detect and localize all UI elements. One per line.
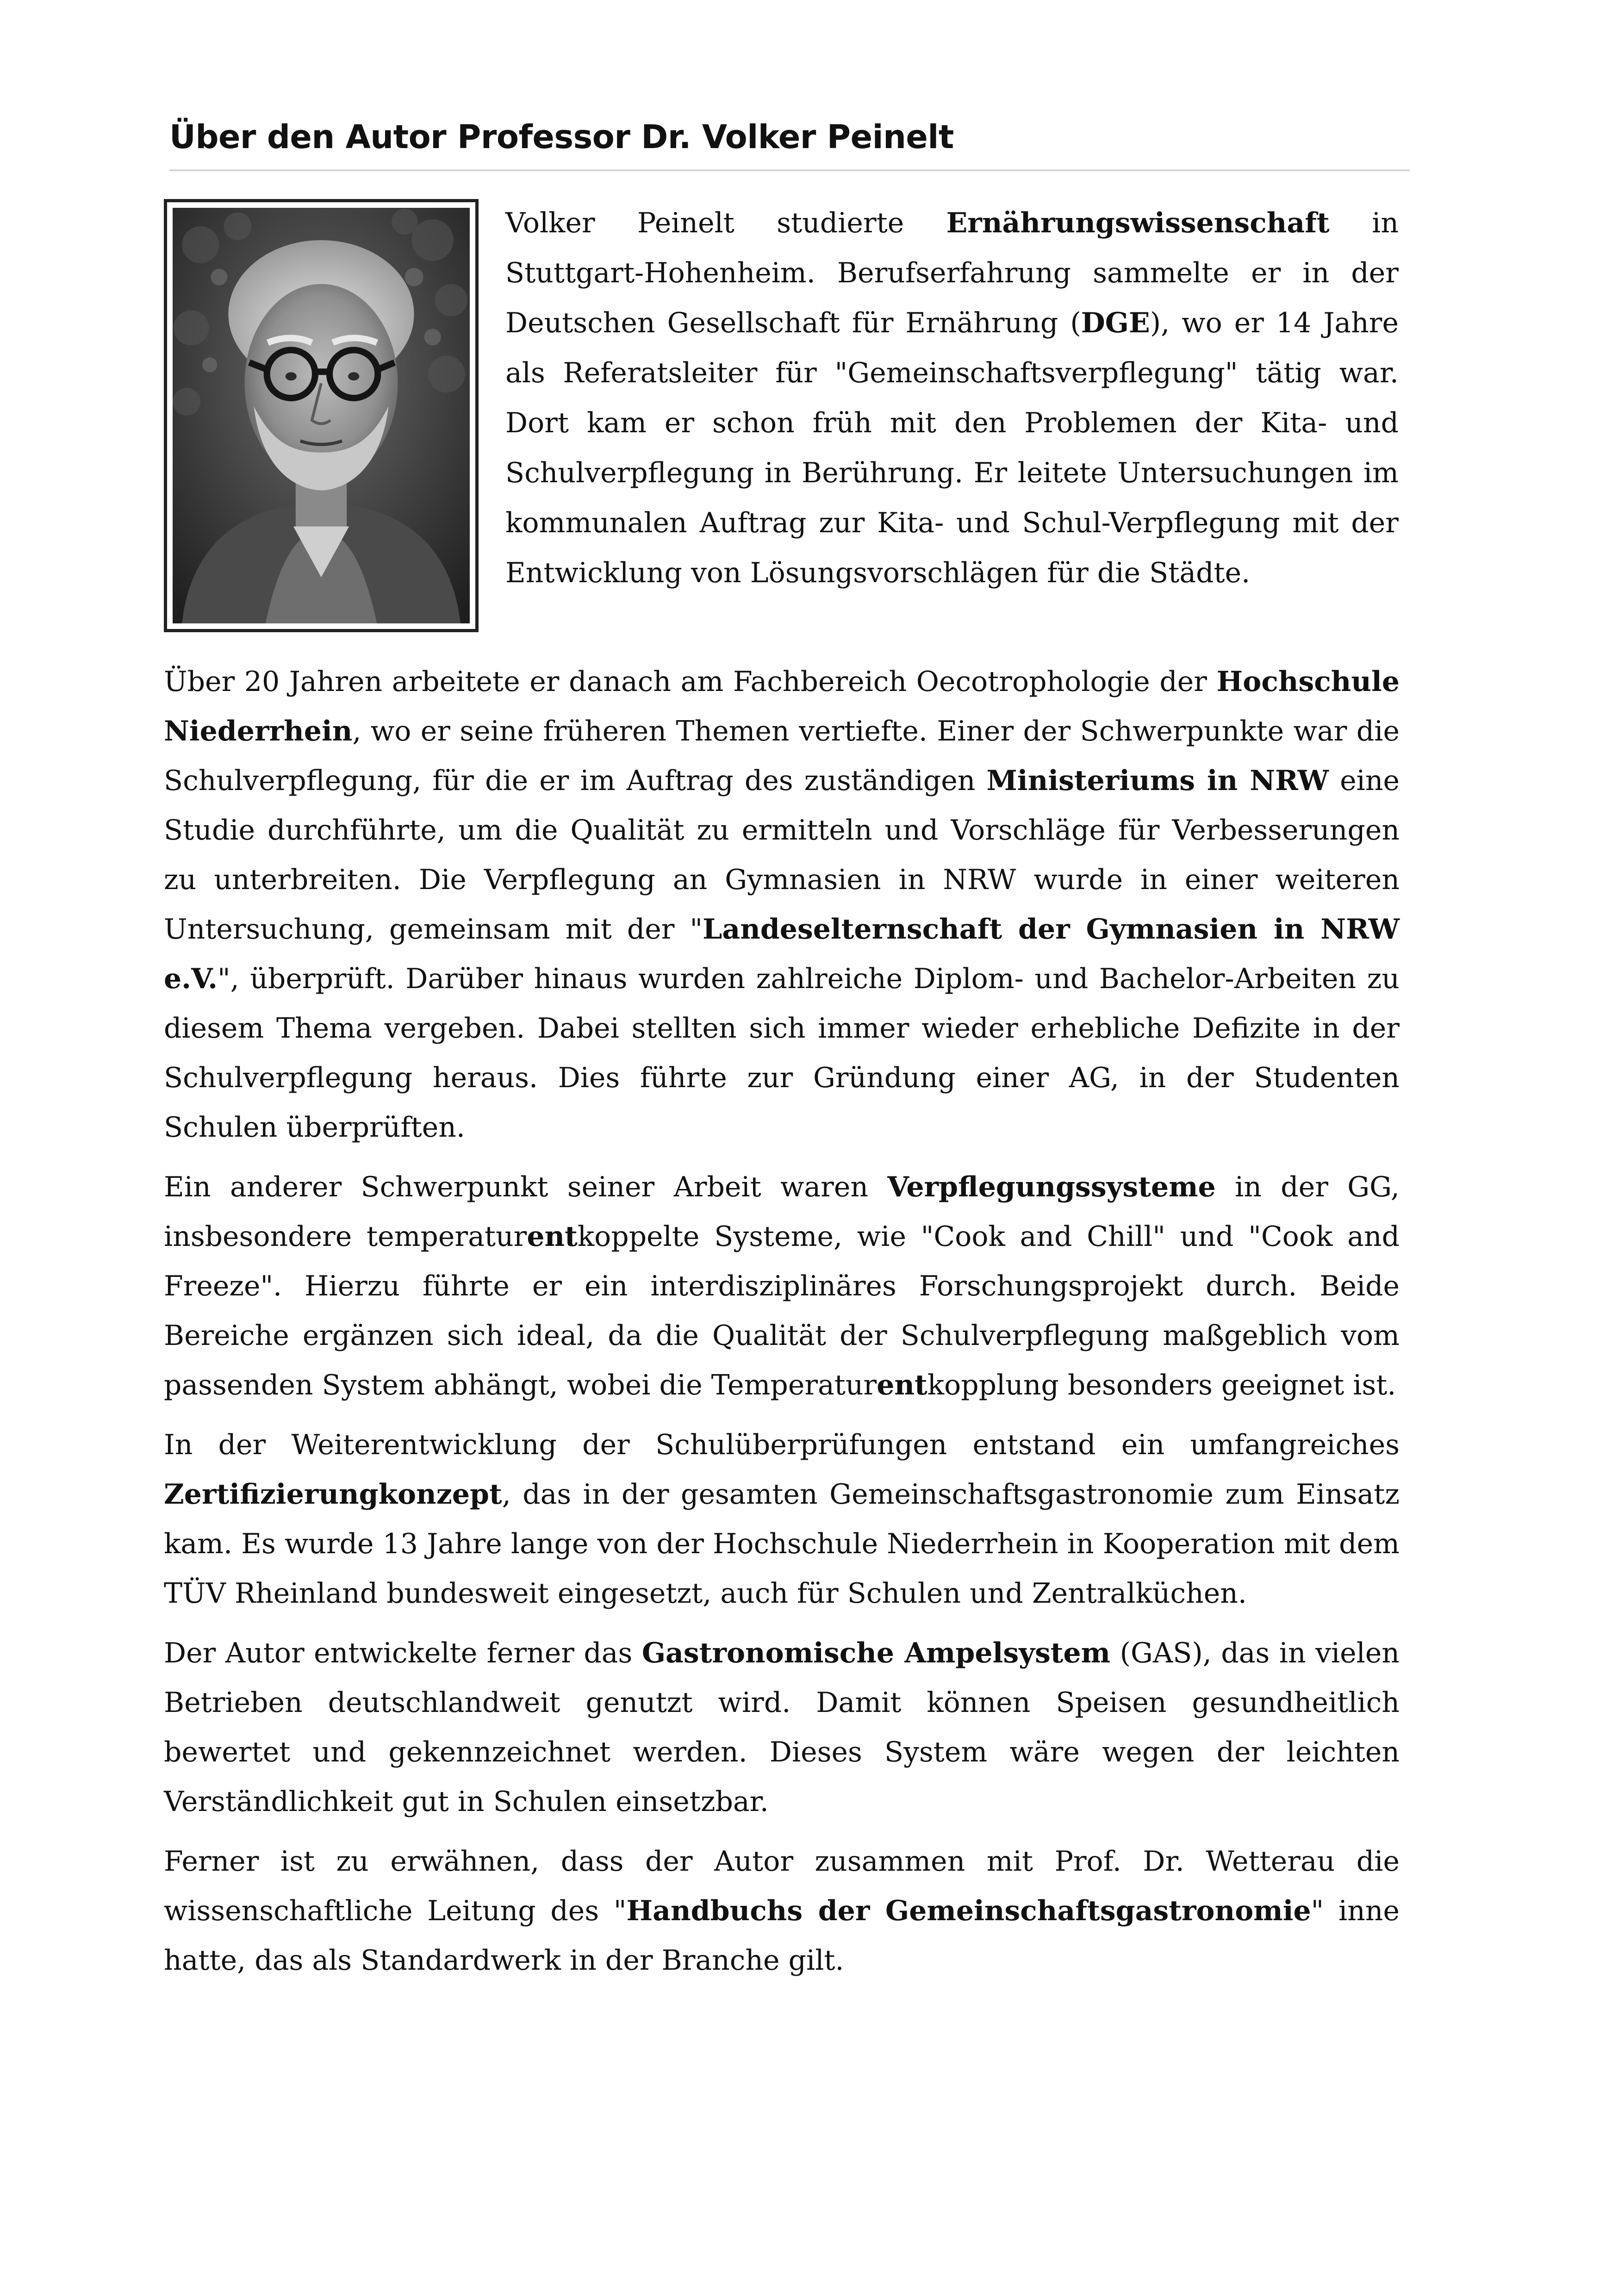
paragraph-ampelsystem: Der Autor entwickelte ferner das Gastronomische Ampelsystem (GAS), das in vielen Betrieben deutschlandweit genutzt wird. Damit können Speisen gesundheitlich bewertet und gekennzeichnet werden. Dieses System wäre wegen der leichten Verständlichkeit gut in Schulen einsetzbar. <box>164 1637 1400 1818</box>
author-portrait-photo-icon <box>173 208 470 623</box>
page-title: Über den Autor Professor Dr. Volker Peinelt <box>169 115 1410 171</box>
intro-paragraph <box>505 198 1399 608</box>
paragraph-verpflegungssysteme: Ein anderer Schwerpunkt seiner Arbeit waren Verpflegungssysteme in der GG, insbesondere temperaturentkoppelte Systeme, wie "Cook and Chill" und "Cook and Freeze". Hierzu führte er ein interdisziplinäres Forschungsprojekt durch. Beide Bereiche ergänzen sich ideal, da die Qualität der Schulverpflegung maßgeblich vom passenden System abhängt, wobei die Temperaturentkopplung besonders geeignet ist. <box>164 1171 1400 1401</box>
paragraph-handbuch: Ferner ist zu erwähnen, dass der Autor zusammen mit Prof. Dr. Wetterau die wissenschaftliche Leitung des "Handbuchs der Gemeinschaftsgastronomie" inne hatte, das als Standardwerk in der Branche gilt. <box>164 1845 1400 1977</box>
author-portrait <box>164 199 479 632</box>
paragraph-career-niederrhein: Über 20 Jahren arbeitete er danach am Fachbereich Oecotrophologie der Hochschule Niederrhein, wo er seine früheren Themen vertiefte. Einer der Schwerpunkte war die Schulverpflegung, für die er im Auftrag des zuständigen Ministeriums in NRW eine Studie durchführte, um die Qualität zu ermitteln und Vorschläge für Verbesserungen zu unterbreiten. Die Verpflegung an Gymnasien in NRW wurde in einer weiteren Untersuchung, gemeinsam mit der "Landeselternschaft der Gymnasien in NRW e.V.", überprüft. Darüber hinaus wurden zahlreiche Diplom- und Bachelor-Arbeiten zu diesem Thema vergeben. Dabei stellten sich immer wieder erhebliche Defizite in der Schulverpflegung heraus. Dies führte zur Gründung einer AG, in der Studenten Schulen überprüften. <box>164 666 1400 1144</box>
body-text <box>164 657 1400 1996</box>
paragraph-zertifizierung: In der Weiterentwicklung der Schulüberprüfungen entstand ein umfangreiches Zertifizierungkonzept, das in der gesamten Gemeinschaftsgastronomie zum Einsatz kam. Es wurde 13 Jahre lange von der Hochschule Niederrhein in Kooperation mit dem TÜV Rheinland bundesweit eingesetzt, auch für Schulen und Zentralküchen. <box>164 1429 1400 1610</box>
intro-text: Volker Peinelt studierte Ernährungswissenschaft in Stuttgart-Hohenheim. Berufserfahrung sammelte er in der Deutschen Gesellschaft für Ernährung (DGE), wo er 14 Jahre als Referatsleiter für "Gemeinschaftsverpflegung" tätig war. Dort kam er schon früh mit den Problemen der Kita- und Schulverpflegung in Berührung. Er leitete Untersuchungen im kommunalen Auftrag zur Kita- und Schul-Verpflegung mit der Entwicklung von Lösungsvorschlägen für die Städte. <box>505 207 1399 589</box>
